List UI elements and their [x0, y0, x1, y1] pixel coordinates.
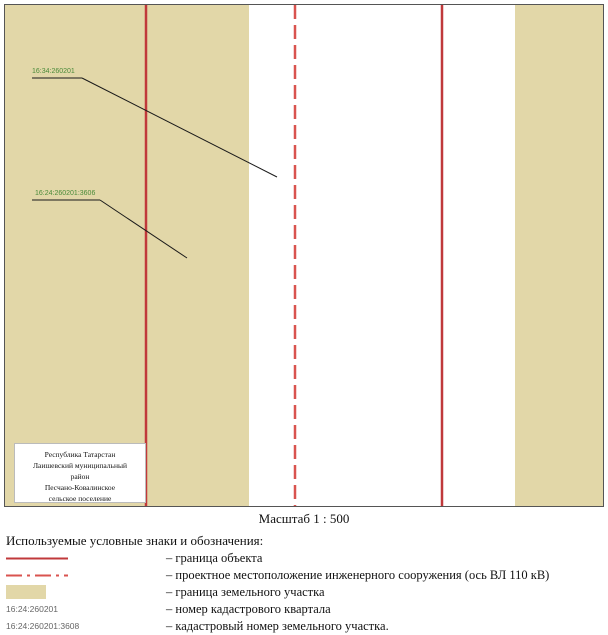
parcel-left [5, 5, 249, 507]
quarter-number-label: 16:34:260201 [32, 68, 75, 75]
cadastral-map [4, 4, 604, 507]
parcel-right [515, 5, 604, 507]
parcel-number-label: 16:24:260201:3606 [35, 190, 96, 197]
legend-item-text: – граница объекта [166, 551, 263, 565]
legend-title: Используемые условные знаки и обозначения: [6, 533, 264, 548]
region-line: район [70, 472, 90, 481]
region-line: Лаишевский муниципальный [32, 461, 128, 470]
map-drawing [5, 5, 604, 507]
beige-fill-swatch-icon [6, 584, 68, 601]
legend-item [6, 584, 606, 601]
legend-item [6, 601, 606, 618]
legend-item-text: – проектное местоположение инженерного сооружения (ось ВЛ 110 кВ) [166, 568, 550, 582]
legend-item [6, 618, 606, 635]
legend-item-code: 16:24:260201 [6, 604, 58, 614]
legend-item [6, 567, 606, 584]
map-scale: Масштаб 1 : 500 [258, 511, 350, 526]
region-line: Песчано-Ковалинское [44, 483, 116, 492]
region-line: Республика Татарстан [44, 450, 116, 459]
dashed-red-line-icon [6, 567, 68, 584]
legend-item [6, 550, 606, 567]
solid-red-line-icon [6, 550, 68, 567]
region-line: сельское поселение [48, 494, 112, 503]
legend-item-text: – граница земельного участка [166, 585, 325, 599]
legend-item-text: – кадастровый номер земельного участка. [166, 619, 389, 633]
region-info-box [14, 443, 146, 503]
legend-item-code: 16:24:260201:3608 [6, 621, 80, 631]
legend-item-text: – номер кадастрового квартала [166, 602, 331, 616]
